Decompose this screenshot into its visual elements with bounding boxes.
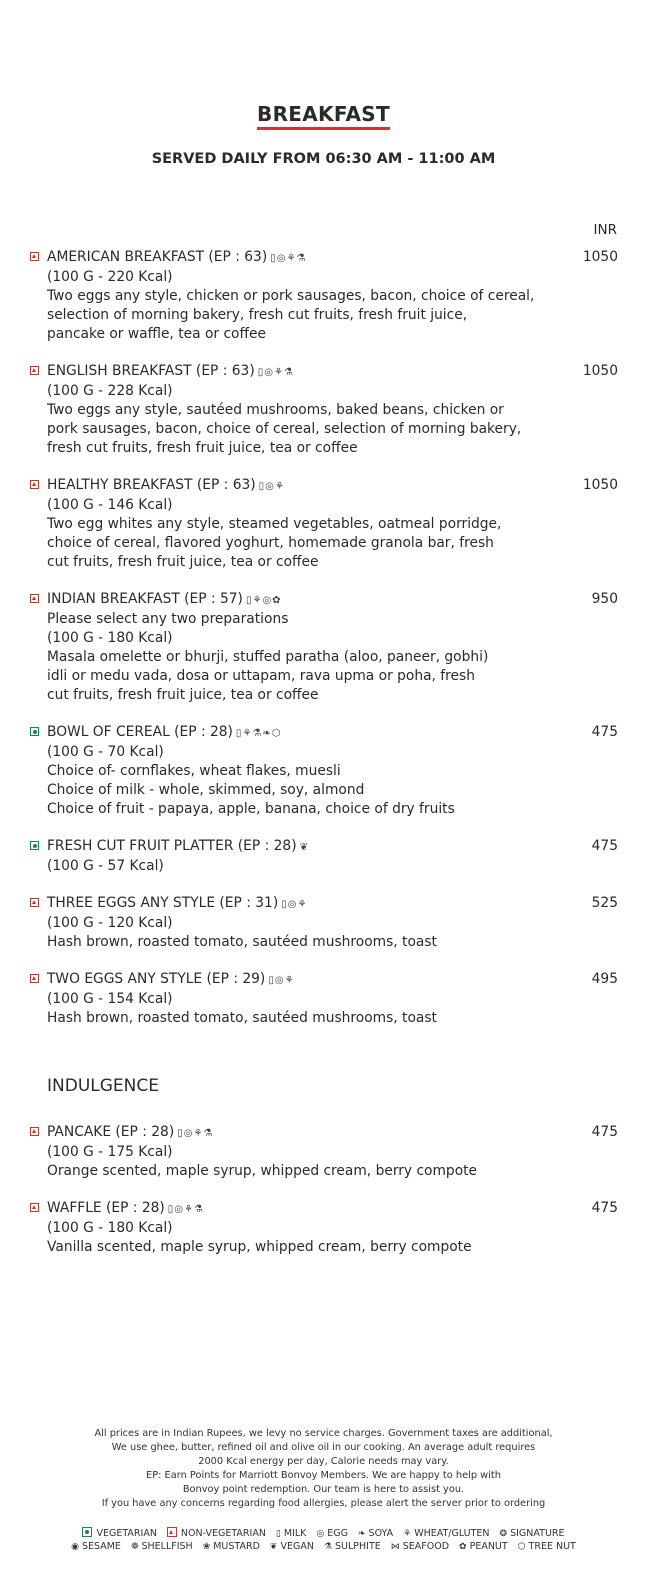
milk-icon: ▯ (235, 728, 243, 739)
footer-line: EP: Earn Points for Marriott Bonvoy Members. We are happy to help with (146, 1470, 501, 1481)
allergen-icons (258, 367, 294, 378)
item-description: Hash brown, roasted tomato, sautéed mushrooms, toast (47, 934, 437, 950)
item-calories: (100 G - 154 Kcal) (47, 991, 173, 1007)
item-price: 475 (591, 1200, 618, 1216)
menu-item (30, 1123, 618, 1181)
allergen-icons (268, 975, 294, 986)
peanut-icon: ✿ (459, 1542, 467, 1552)
item-name: HEALTHY BREAKFAST (EP : 63) (47, 477, 256, 493)
tree-nut-icon: ⬡ (517, 1542, 526, 1552)
item-name: WAFFLE (EP : 28) (47, 1200, 165, 1216)
egg-icon: ◎ (274, 975, 285, 986)
wheat-gluten-icon: ⚘ (252, 595, 263, 606)
soya-icon: ❧ (262, 728, 272, 739)
menu-item (30, 894, 618, 952)
item-description: selection of morning bakery, fresh cut fruits, fresh fruit juice, (47, 307, 468, 323)
non-vegetarian-icon (167, 1527, 177, 1537)
non-vegetarian-icon (30, 1203, 39, 1212)
legend-label: TREE NUT (528, 1541, 576, 1552)
legend-entry-seafood (391, 1541, 449, 1552)
menu-item (30, 362, 618, 458)
item-name: AMERICAN BREAKFAST (EP : 63) (47, 249, 268, 265)
item-price: 525 (591, 895, 618, 911)
vegetarian-icon (30, 727, 39, 736)
egg-icon: ◎ (276, 253, 287, 264)
non-vegetarian-icon (30, 480, 39, 489)
item-description: fresh cut fruits, fresh fruit juice, tea or coffee (47, 440, 358, 456)
currency-label: INR (593, 222, 617, 238)
milk-icon: ▯ (268, 975, 275, 986)
menu-item (30, 248, 618, 344)
milk-icon: ▯ (281, 899, 288, 910)
footer-line: All prices are in Indian Rupees, we levy no service charges. Government taxes are additional, (94, 1428, 553, 1439)
item-calories: (100 G - 180 Kcal) (47, 1220, 173, 1236)
non-vegetarian-icon (30, 594, 39, 603)
vegan-icon: ❦ (269, 1542, 278, 1552)
menu-item (30, 970, 618, 1028)
seafood-icon: ⋈ (390, 1542, 400, 1552)
item-description: Two eggs any style, sautéed mushrooms, baked beans, chicken or (47, 402, 504, 418)
legend-label: SULPHITE (335, 1541, 381, 1552)
item-price: 1050 (582, 249, 618, 265)
item-name: THREE EGGS ANY STYLE (EP : 31) (47, 895, 279, 911)
vegetarian-icon (30, 841, 39, 850)
allergen-icons (246, 595, 282, 606)
legend-entry-sulphite (324, 1541, 381, 1552)
item-description: Choice of- cornflakes, wheat flakes, muesli (47, 763, 341, 779)
wheat-gluten-icon: ⚘ (242, 728, 253, 739)
legend-entry-shellfish (131, 1541, 193, 1552)
sulphite-icon: ⚗ (323, 1542, 332, 1552)
item-description: Two eggs any style, chicken or pork sausages, bacon, choice of cereal, (47, 288, 535, 304)
egg-icon: ◎ (265, 481, 275, 492)
milk-icon: ▯ (177, 1128, 184, 1139)
legend-entry-mustard (203, 1541, 260, 1552)
allergen-icons (259, 481, 285, 492)
legend-label: NON-VEGETARIAN (180, 1528, 266, 1539)
non-vegetarian-icon (30, 1127, 39, 1136)
wheat-gluten-icon: ⚘ (286, 253, 297, 264)
item-calories: (100 G - 70 Kcal) (47, 744, 164, 760)
legend-label: SIGNATURE (510, 1528, 565, 1539)
soya-icon: ❧ (358, 1529, 366, 1539)
item-name: ENGLISH BREAKFAST (EP : 63) (47, 363, 255, 379)
item-name: TWO EGGS ANY STYLE (EP : 29) (47, 971, 266, 987)
wheat-gluten-icon: ⚘ (273, 367, 284, 378)
wheat-gluten-icon: ⚘ (274, 481, 285, 492)
legend-label: SHELLFISH (141, 1541, 193, 1552)
item-name: BOWL OF CEREAL (EP : 28) (47, 724, 233, 740)
item-calories: (100 G - 120 Kcal) (47, 915, 173, 931)
item-price: 1050 (582, 363, 618, 379)
legend-entry-wheat-gluten (403, 1528, 489, 1539)
item-calories: (100 G - 228 Kcal) (47, 383, 173, 399)
allergen-icons (168, 1204, 204, 1215)
item-price: 475 (591, 838, 618, 854)
egg-icon: ◎ (287, 899, 298, 910)
milk-icon: ▯ (167, 1204, 175, 1215)
legend-entry-non-vegetarian (167, 1528, 266, 1539)
milk-icon: ▯ (245, 595, 253, 606)
wheat-gluten-icon: ⚘ (284, 975, 295, 986)
vegetarian-icon (82, 1527, 92, 1537)
vegan-icon: ❦ (299, 842, 309, 853)
item-description: Two egg whites any style, steamed vegetables, oatmeal porridge, (47, 516, 502, 532)
legend-label: WHEAT/GLUTEN (414, 1528, 490, 1539)
legend-entry-signature (500, 1528, 565, 1539)
egg-icon: ◎ (174, 1204, 185, 1215)
legend-label: SEAFOOD (402, 1541, 450, 1552)
legend-entry-peanut (459, 1541, 508, 1552)
tree-nut-icon: ⬡ (271, 728, 282, 739)
legend-label: EGG (327, 1528, 348, 1539)
egg-icon: ◎ (316, 1529, 325, 1539)
legend-label: SESAME (82, 1541, 121, 1552)
item-description: Vanilla scented, maple syrup, whipped cream, berry compote (47, 1239, 472, 1255)
legend-entry-tree-nut (518, 1541, 576, 1552)
item-description: choice of cereal, flavored yoghurt, homemade granola bar, fresh (47, 535, 494, 551)
legend-label: VEGAN (280, 1541, 314, 1552)
legend-entry-vegan (270, 1541, 314, 1552)
milk-icon: ▯ (258, 481, 266, 492)
allergen-icons (177, 1128, 213, 1139)
milk-icon: ▯ (270, 253, 277, 264)
legend-label: VEGETARIAN (96, 1528, 157, 1539)
mustard-icon: ❀ (202, 1542, 211, 1552)
non-vegetarian-icon (30, 252, 39, 261)
item-description: cut fruits, fresh fruit juice, tea or coffee (47, 687, 319, 703)
footer-notes (0, 1427, 647, 1511)
item-calories: (100 G - 57 Kcal) (47, 858, 164, 874)
item-name: INDIAN BREAKFAST (EP : 57) (47, 591, 243, 607)
item-description: Hash brown, roasted tomato, sautéed mushrooms, toast (47, 1010, 437, 1026)
item-price: 495 (591, 971, 618, 987)
item-price: 475 (591, 1124, 618, 1140)
signature-icon: ❂ (499, 1529, 508, 1539)
wheat-gluten-icon: ⚘ (297, 899, 308, 910)
legend-label: MUSTARD (213, 1541, 260, 1552)
item-description: Orange scented, maple syrup, whipped cream, berry compote (47, 1163, 478, 1179)
item-description: Choice of fruit - papaya, apple, banana, choice of dry fruits (47, 801, 455, 817)
milk-icon: ▯ (257, 367, 265, 378)
legend-entry-soya (358, 1528, 393, 1539)
sulphite-icon: ⚗ (193, 1204, 204, 1215)
egg-icon: ◎ (183, 1128, 194, 1139)
menu-item (30, 476, 618, 572)
item-description: Please select any two preparations (47, 611, 289, 627)
allergen-icons (281, 899, 307, 910)
sesame-icon: ◉ (71, 1542, 79, 1552)
serving-hours: SERVED DAILY FROM 06:30 AM - 11:00 AM (151, 151, 496, 167)
item-description: Choice of milk - whole, skimmed, soy, almond (47, 782, 365, 798)
peanut-icon: ✿ (272, 595, 282, 606)
footer-line: If you have any concerns regarding food allergies, please alert the server prior to ordering (101, 1498, 546, 1509)
legend-row-1 (0, 1527, 647, 1539)
item-name: PANCAKE (EP : 28) (47, 1124, 175, 1140)
legend-entry-egg (316, 1528, 348, 1539)
non-vegetarian-icon (30, 898, 39, 907)
item-description: pork sausages, bacon, choice of cereal, selection of morning bakery, (47, 421, 522, 437)
egg-icon: ◎ (262, 595, 273, 606)
milk-icon: ▯ (275, 1529, 281, 1539)
item-description: pancake or waffle, tea or coffee (47, 326, 266, 342)
non-vegetarian-icon (30, 974, 39, 983)
sulphite-icon: ⚗ (283, 367, 294, 378)
menu-item (30, 1199, 618, 1257)
legend-entry-milk (276, 1528, 306, 1539)
legend-entry-sesame (71, 1541, 121, 1552)
legend-entry-vegetarian (82, 1528, 156, 1539)
item-calories: (100 G - 220 Kcal) (47, 269, 173, 285)
shellfish-icon: ❁ (130, 1542, 139, 1552)
item-name: FRESH CUT FRUIT PLATTER (EP : 28) (47, 838, 297, 854)
menu-item (30, 723, 618, 819)
item-description: cut fruits, fresh fruit juice, tea or coffee (47, 554, 319, 570)
allergen-icons (236, 728, 282, 739)
item-calories: (100 G - 175 Kcal) (47, 1144, 173, 1160)
item-description: idli or medu vada, dosa or uttapam, rava upma or poha, fresh (47, 668, 475, 684)
item-price: 475 (591, 724, 618, 740)
legend-label: PEANUT (469, 1541, 508, 1552)
item-description: Masala omelette or bhurji, stuffed paratha (aloo, paneer, gobhi) (47, 649, 489, 665)
sulphite-icon: ⚗ (203, 1128, 214, 1139)
sulphite-icon: ⚗ (296, 253, 307, 264)
menu-item (30, 590, 618, 705)
non-vegetarian-icon (30, 366, 39, 375)
allergen-icons (300, 842, 309, 853)
footer-line: We use ghee, butter, refined oil and olive oil in our cooking. An average adult requires (111, 1442, 536, 1453)
menu-title: BREAKFAST (0, 102, 647, 126)
legend-label: MILK (283, 1528, 307, 1539)
wheat-gluten-icon: ⚘ (403, 1529, 412, 1539)
item-price: 950 (591, 591, 618, 607)
sulphite-icon: ⚗ (252, 728, 263, 739)
menu-item (30, 837, 618, 876)
wheat-gluten-icon: ⚘ (193, 1128, 204, 1139)
legend-row-2 (0, 1541, 647, 1552)
footer-line: 2000 Kcal energy per day, Calorie needs may vary. (198, 1456, 449, 1467)
egg-icon: ◎ (264, 367, 274, 378)
item-calories: (100 G - 146 Kcal) (47, 497, 173, 513)
item-description: (100 G - 180 Kcal) (47, 630, 173, 646)
legend-label: SOYA (368, 1528, 394, 1539)
allergen-icons (270, 253, 306, 264)
wheat-gluten-icon: ⚘ (184, 1204, 194, 1215)
item-price: 1050 (582, 477, 618, 493)
footer-line: Bonvoy point redemption. Our team is here to assist you. (182, 1484, 465, 1495)
section-heading-indulgence: INDULGENCE (47, 1076, 159, 1096)
